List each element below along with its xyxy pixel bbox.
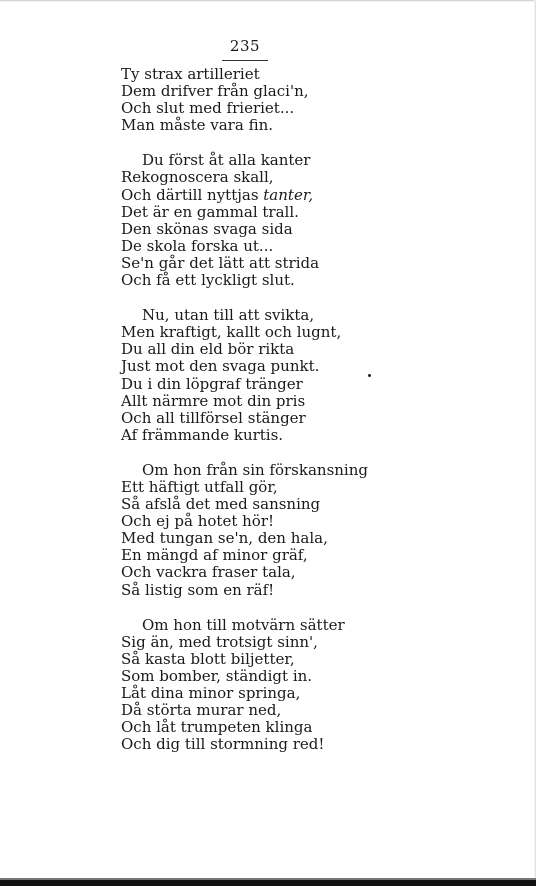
stanza [121, 462, 521, 599]
poem-line [121, 479, 521, 496]
line-text: Då störta murar ned, [121, 701, 282, 720]
poem-line [121, 307, 521, 324]
poem-line [121, 513, 521, 530]
line-text: Allt närmre mot din pris [121, 391, 306, 410]
line-text: Men kraftigt, kallt och lugnt, [121, 323, 342, 342]
line-text: Så listig som en räf! [121, 580, 275, 599]
poem-line [121, 341, 521, 358]
poem-line [121, 66, 521, 83]
line-text: Om hon från sin förskansning [142, 460, 368, 479]
poem-line [121, 617, 521, 634]
poem-line [121, 358, 521, 375]
line-text: Och dig till stormning red! [121, 735, 325, 754]
poem-line [121, 462, 521, 479]
page-number: 235 [229, 37, 261, 55]
line-text: Det är en gammal trall. [121, 202, 299, 221]
poem-line [121, 169, 521, 186]
poem-line [121, 634, 521, 651]
stanza [121, 152, 521, 289]
poem [121, 66, 521, 753]
poem-line [121, 651, 521, 668]
poem-line [121, 255, 521, 272]
page-number-underline [222, 60, 268, 61]
poem-line [121, 685, 521, 702]
line-text: Af främmande kurtis. [121, 425, 284, 444]
line-text: De skola forska ut... [121, 236, 274, 255]
stanza [121, 66, 521, 134]
line-text: Med tungan se'n, den hala, [121, 529, 328, 548]
stanza [121, 307, 521, 444]
page-bottom-band [0, 880, 536, 886]
page-top-edge [0, 0, 536, 2]
line-text: Och all tillförsel stänger [121, 408, 306, 427]
poem-line [121, 393, 521, 410]
line-text: Sig än, med trotsigt sinn', [121, 632, 318, 651]
line-text: Så afslå det med sansning [121, 495, 321, 514]
line-text: Du först åt alla kanter [142, 151, 311, 170]
poem-line [121, 324, 521, 341]
poem-line [121, 204, 521, 221]
line-text: Dem drifver från glaci'n, [121, 82, 309, 101]
poem-line [121, 564, 521, 581]
line-text: Du all din eld bör rikta [121, 340, 295, 359]
emphasized-word: tanter, [263, 185, 314, 204]
print-speck [368, 374, 371, 377]
line-text: Om hon till motvärn sätter [142, 615, 345, 634]
poem-line [121, 427, 521, 444]
poem-line [121, 530, 521, 547]
poem-line [121, 496, 521, 513]
poem-line [121, 719, 521, 736]
poem-line [121, 238, 521, 255]
line-text: En mängd af minor gräf, [121, 546, 308, 565]
poem-line [121, 582, 521, 599]
line-text: Så kasta blott biljetter, [121, 649, 295, 668]
poem-line [121, 117, 521, 134]
poem-line [121, 152, 521, 169]
line-text: Och få ett lyckligt slut. [121, 271, 295, 290]
line-text: Rekognoscera skall, [121, 168, 274, 187]
line-text: Och slut med frieriet... [121, 99, 295, 118]
poem-line [121, 376, 521, 393]
line-text: Och därtill nyttjas [121, 185, 264, 204]
poem-line [121, 410, 521, 427]
line-text: Nu, utan till att svikta, [142, 306, 315, 325]
poem-line [121, 702, 521, 719]
line-text: Se'n går det lätt att strida [121, 253, 320, 272]
poem-line [121, 668, 521, 685]
line-text: Och vackra fraser tala, [121, 563, 296, 582]
line-text: Och låt trumpeten klinga [121, 718, 313, 737]
line-text: Låt dina minor springa, [121, 684, 301, 702]
poem-line [121, 221, 521, 238]
line-text: Du i din löpgraf tränger [121, 374, 303, 393]
stanza [121, 617, 521, 754]
poem-line [121, 736, 521, 753]
line-text: Just mot den svaga punkt. [121, 357, 320, 376]
poem-line [121, 272, 521, 289]
poem-line [121, 83, 521, 100]
line-text: Man måste vara fin. [121, 116, 273, 135]
line-text: Som bomber, ständigt in. [121, 666, 313, 685]
poem-line [121, 547, 521, 564]
poem-line [121, 100, 521, 117]
line-text: Och ej på hotet hör! [121, 512, 275, 531]
poem-line [121, 187, 521, 204]
line-text: Ett häftigt utfall gör, [121, 477, 278, 496]
line-text: Den skönas svaga sida [121, 219, 293, 238]
line-text: Ty strax artilleriet [121, 65, 260, 83]
